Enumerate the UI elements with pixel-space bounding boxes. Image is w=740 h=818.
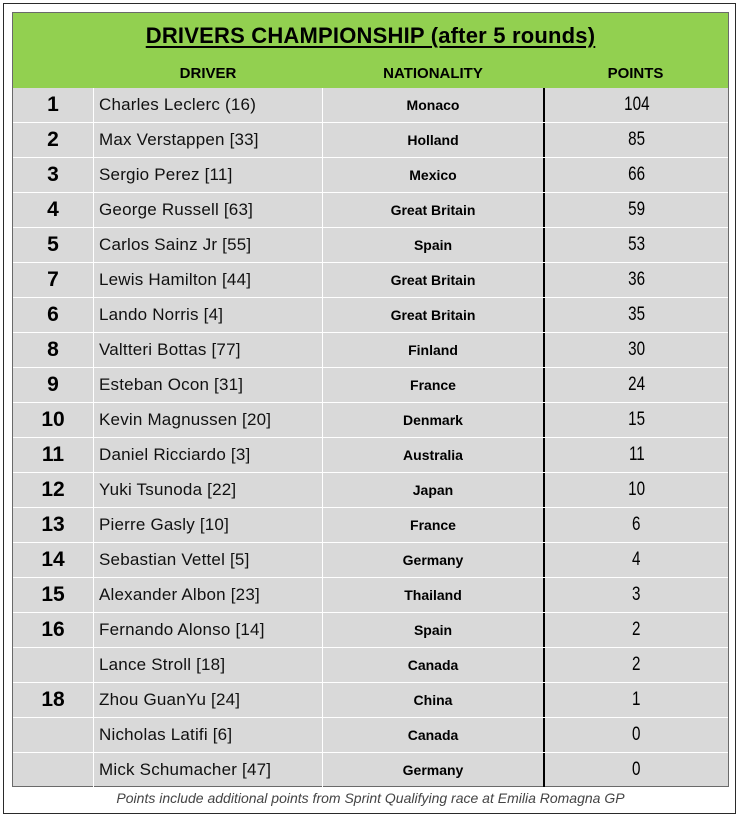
position-cell bbox=[13, 438, 93, 472]
position-value: 12 bbox=[41, 478, 65, 501]
table-row bbox=[13, 613, 728, 648]
driver-cell bbox=[93, 753, 323, 787]
column-header-row bbox=[13, 58, 728, 88]
points-cell bbox=[543, 508, 728, 542]
position-value: 7 bbox=[47, 268, 59, 291]
nationality-value: Canada bbox=[407, 727, 459, 743]
points-cell bbox=[543, 158, 728, 192]
position-value: 4 bbox=[47, 198, 59, 221]
table-row bbox=[13, 438, 728, 473]
position-value: 10 bbox=[41, 408, 65, 431]
position-value: 1 bbox=[47, 93, 59, 116]
position-value: 18 bbox=[41, 688, 65, 711]
position-cell bbox=[13, 683, 93, 717]
nationality-cell bbox=[323, 158, 543, 192]
points-value: 6 bbox=[632, 514, 641, 535]
driver-cell bbox=[93, 508, 323, 542]
position-value: 2 bbox=[47, 128, 59, 151]
table-row bbox=[13, 368, 728, 403]
position-cell bbox=[13, 508, 93, 542]
nationality-value: Canada bbox=[407, 657, 459, 673]
points-value: 85 bbox=[628, 129, 645, 150]
points-cell bbox=[543, 403, 728, 437]
position-cell bbox=[13, 333, 93, 367]
position-cell bbox=[13, 158, 93, 192]
driver-cell bbox=[93, 333, 323, 367]
nationality-cell bbox=[323, 753, 543, 787]
nationality-cell bbox=[323, 263, 543, 297]
points-value: 2 bbox=[632, 619, 641, 640]
nationality-cell bbox=[323, 473, 543, 507]
points-cell bbox=[543, 438, 728, 472]
nationality-value: France bbox=[410, 517, 456, 533]
points-value: 30 bbox=[628, 339, 645, 360]
position-value: 14 bbox=[41, 548, 65, 571]
nationality-value: Monaco bbox=[406, 97, 460, 113]
driver-name: Sergio Perez [11] bbox=[99, 165, 233, 184]
driver-cell bbox=[93, 263, 323, 297]
points-cell bbox=[543, 228, 728, 262]
nationality-cell bbox=[323, 648, 543, 682]
points-cell bbox=[543, 88, 728, 122]
driver-name: Lando Norris [4] bbox=[99, 305, 224, 324]
nationality-cell bbox=[323, 123, 543, 157]
nationality-cell bbox=[323, 578, 543, 612]
position-value: 3 bbox=[47, 163, 59, 186]
position-value: 8 bbox=[47, 338, 59, 361]
points-value: 15 bbox=[628, 409, 645, 430]
points-cell bbox=[543, 193, 728, 227]
nationality-value: Germany bbox=[402, 552, 464, 568]
image-frame bbox=[3, 3, 736, 814]
driver-name: Nicholas Latifi [6] bbox=[99, 725, 233, 744]
points-cell bbox=[543, 368, 728, 402]
nationality-value: Finland bbox=[408, 342, 458, 358]
nationality-cell bbox=[323, 333, 543, 367]
driver-cell bbox=[93, 473, 323, 507]
position-value: 11 bbox=[41, 443, 65, 466]
position-cell bbox=[13, 578, 93, 612]
nationality-cell bbox=[323, 88, 543, 122]
points-cell bbox=[543, 613, 728, 647]
nationality-cell bbox=[323, 508, 543, 542]
driver-name: Carlos Sainz Jr [55] bbox=[99, 235, 252, 254]
points-cell bbox=[543, 578, 728, 612]
points-cell bbox=[543, 718, 728, 752]
driver-name: Fernando Alonso [14] bbox=[99, 620, 265, 639]
driver-name: Daniel Ricciardo [3] bbox=[99, 445, 251, 464]
table-row bbox=[13, 753, 728, 788]
table-row bbox=[13, 718, 728, 753]
driver-cell bbox=[93, 403, 323, 437]
nationality-cell bbox=[323, 368, 543, 402]
nationality-value: Mexico bbox=[409, 167, 457, 183]
driver-cell bbox=[93, 368, 323, 402]
table-row bbox=[13, 403, 728, 438]
position-cell bbox=[13, 718, 93, 752]
nationality-cell bbox=[323, 193, 543, 227]
points-cell bbox=[543, 648, 728, 682]
driver-cell bbox=[93, 158, 323, 192]
nationality-cell bbox=[323, 613, 543, 647]
position-cell bbox=[13, 263, 93, 297]
driver-cell bbox=[93, 683, 323, 717]
driver-cell bbox=[93, 228, 323, 262]
position-cell bbox=[13, 473, 93, 507]
position-cell bbox=[13, 228, 93, 262]
points-cell bbox=[543, 298, 728, 332]
driver-cell bbox=[93, 718, 323, 752]
position-value: 16 bbox=[41, 618, 65, 641]
points-value: 3 bbox=[632, 584, 641, 605]
points-value: 104 bbox=[623, 94, 650, 115]
points-value: 36 bbox=[628, 269, 645, 290]
driver-name: Lewis Hamilton [44] bbox=[99, 270, 252, 289]
points-value: 10 bbox=[628, 479, 645, 500]
nationality-value: Great Britain bbox=[390, 202, 476, 218]
points-value: 4 bbox=[632, 549, 641, 570]
points-value: 59 bbox=[628, 199, 645, 220]
nationality-value: Japan bbox=[412, 482, 454, 498]
nationality-value: France bbox=[410, 377, 456, 393]
nationality-value: Australia bbox=[403, 447, 463, 463]
position-cell bbox=[13, 193, 93, 227]
position-value: 9 bbox=[47, 373, 59, 396]
driver-name: Kevin Magnussen [20] bbox=[99, 410, 272, 429]
nationality-value: Holland bbox=[407, 132, 459, 148]
points-value: 0 bbox=[632, 724, 641, 745]
table-row bbox=[13, 508, 728, 543]
table-row bbox=[13, 543, 728, 578]
table-row bbox=[13, 298, 728, 333]
driver-name: Yuki Tsunoda [22] bbox=[99, 480, 237, 499]
table-row bbox=[13, 578, 728, 613]
nationality-cell bbox=[323, 403, 543, 437]
nationality-value: Denmark bbox=[403, 412, 463, 428]
driver-name: Sebastian Vettel [5] bbox=[99, 550, 250, 569]
table-row bbox=[13, 88, 728, 123]
table-row bbox=[13, 158, 728, 193]
driver-name: Esteban Ocon [31] bbox=[99, 375, 244, 394]
position-value: 5 bbox=[47, 233, 59, 256]
title-banner bbox=[13, 13, 728, 58]
nationality-value: Spain bbox=[413, 622, 453, 638]
points-cell bbox=[543, 123, 728, 157]
driver-name: Alexander Albon [23] bbox=[99, 585, 260, 604]
points-value: 35 bbox=[628, 304, 645, 325]
driver-name: Charles Leclerc (16) bbox=[99, 95, 257, 114]
points-value: 1 bbox=[632, 689, 641, 710]
points-value: 53 bbox=[628, 234, 645, 255]
footnote: Points include additional points from Sprint Qualifying race at Emilia Romagna GP bbox=[116, 790, 625, 806]
position-cell bbox=[13, 368, 93, 402]
position-value: 13 bbox=[41, 513, 65, 536]
driver-cell bbox=[93, 123, 323, 157]
nationality-cell bbox=[323, 543, 543, 577]
nationality-cell bbox=[323, 718, 543, 752]
nationality-cell bbox=[323, 298, 543, 332]
table-row bbox=[13, 123, 728, 158]
position-cell bbox=[13, 123, 93, 157]
points-cell bbox=[543, 263, 728, 297]
nationality-cell bbox=[323, 228, 543, 262]
position-cell bbox=[13, 613, 93, 647]
driver-name: Max Verstappen [33] bbox=[99, 130, 259, 149]
nationality-value: Thailand bbox=[404, 587, 462, 603]
driver-name: George Russell [63] bbox=[99, 200, 254, 219]
table-row bbox=[13, 683, 728, 718]
driver-name: Lance Stroll [18] bbox=[99, 655, 226, 674]
driver-name: Zhou GuanYu [24] bbox=[99, 690, 241, 709]
nationality-cell bbox=[323, 438, 543, 472]
points-value: 11 bbox=[628, 444, 645, 465]
nationality-value: Great Britain bbox=[390, 272, 476, 288]
driver-name: Pierre Gasly [10] bbox=[99, 515, 230, 534]
position-value: 6 bbox=[47, 303, 59, 326]
standings-table bbox=[12, 12, 729, 787]
nationality-value: Germany bbox=[402, 762, 464, 778]
header-driver: DRIVER bbox=[179, 64, 237, 82]
table-row bbox=[13, 333, 728, 368]
table-row bbox=[13, 648, 728, 683]
driver-name: Valtteri Bottas [77] bbox=[99, 340, 241, 359]
driver-cell bbox=[93, 578, 323, 612]
points-value: 2 bbox=[632, 654, 641, 675]
driver-cell bbox=[93, 648, 323, 682]
driver-cell bbox=[93, 613, 323, 647]
points-cell bbox=[543, 683, 728, 717]
position-cell bbox=[13, 298, 93, 332]
nationality-value: China bbox=[413, 692, 453, 708]
nationality-value: Great Britain bbox=[390, 307, 476, 323]
driver-cell bbox=[93, 193, 323, 227]
position-cell bbox=[13, 88, 93, 122]
table-row bbox=[13, 228, 728, 263]
driver-cell bbox=[93, 543, 323, 577]
nationality-value: Spain bbox=[413, 237, 453, 253]
points-cell bbox=[543, 543, 728, 577]
table-row bbox=[13, 193, 728, 228]
position-cell bbox=[13, 648, 93, 682]
header-points: POINTS bbox=[607, 64, 664, 82]
position-cell bbox=[13, 403, 93, 437]
table-title: DRIVERS CHAMPIONSHIP (after 5 rounds) bbox=[145, 22, 596, 48]
points-value: 24 bbox=[628, 374, 645, 395]
points-cell bbox=[543, 333, 728, 367]
position-cell bbox=[13, 753, 93, 787]
points-cell bbox=[543, 473, 728, 507]
header-nationality: NATIONALITY bbox=[383, 64, 483, 82]
driver-cell bbox=[93, 88, 323, 122]
nationality-cell bbox=[323, 683, 543, 717]
table-row bbox=[13, 263, 728, 298]
points-value: 66 bbox=[628, 164, 645, 185]
table-row bbox=[13, 473, 728, 508]
position-cell bbox=[13, 543, 93, 577]
points-value: 0 bbox=[632, 759, 641, 780]
driver-name: Mick Schumacher [47] bbox=[99, 760, 272, 779]
driver-cell bbox=[93, 298, 323, 332]
position-value: 15 bbox=[41, 583, 65, 606]
driver-cell bbox=[93, 438, 323, 472]
points-cell bbox=[543, 753, 728, 787]
